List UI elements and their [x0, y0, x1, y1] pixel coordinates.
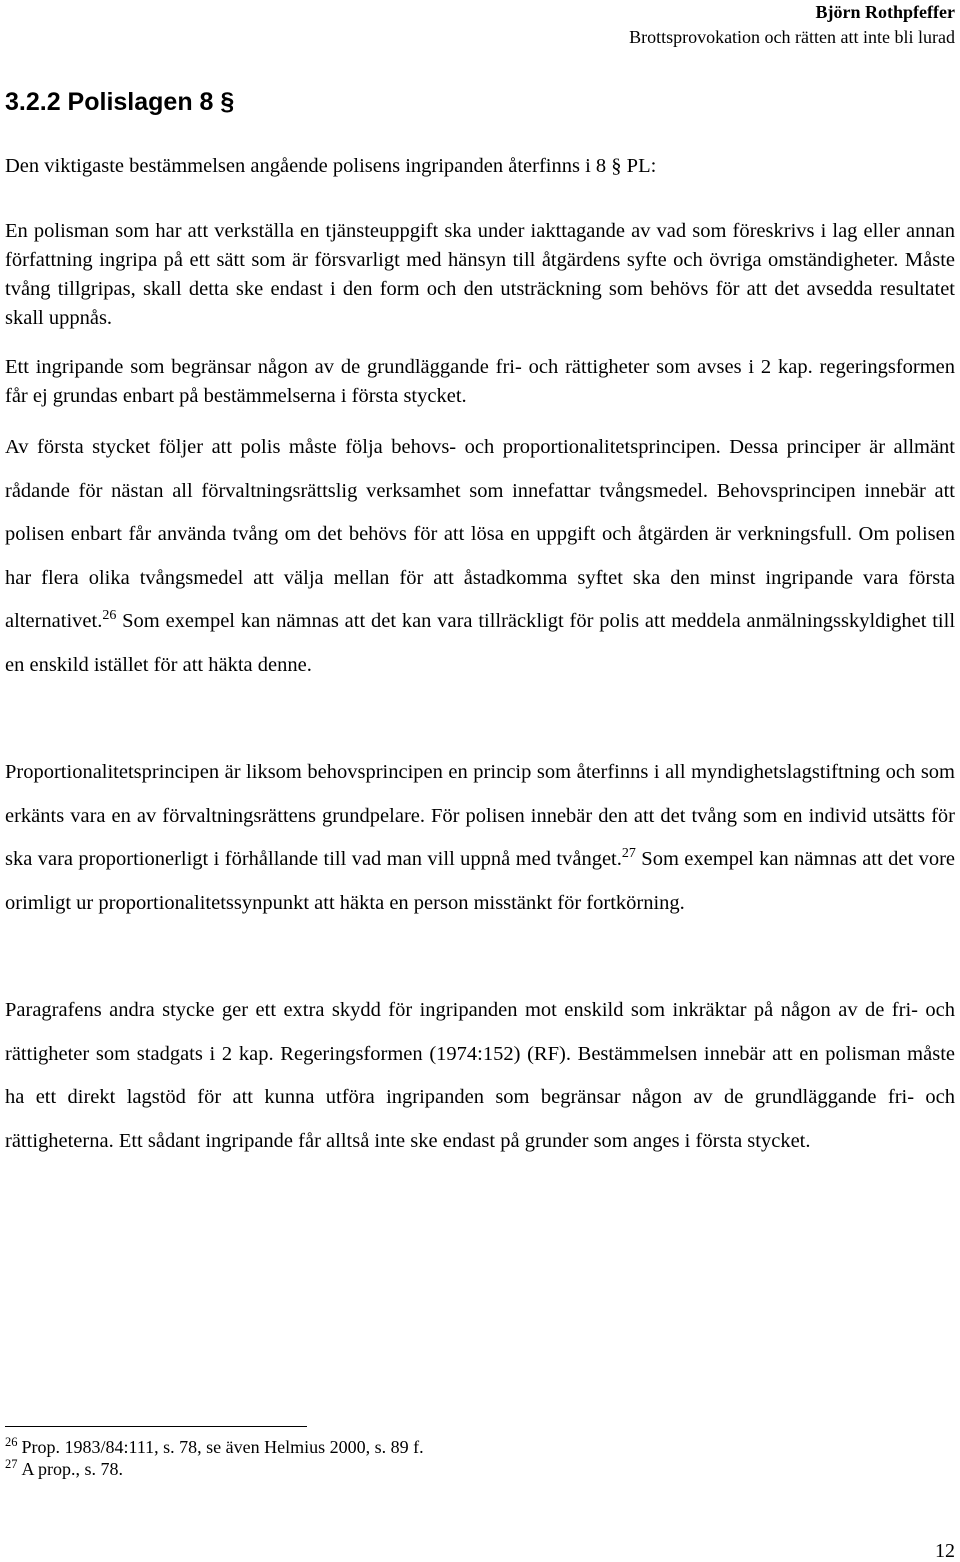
quote-paragraph-1: En polisman som har att verkställa en tjänsteuppgift ska under iakttagande av vad som föreskrivs i lag eller annan författning ingripa på ett sätt som är försvarligt med hänsyn till åtgärdens syfte och övriga omständigheter. Måste tvång tillgripas, skall detta ske endast i den form och den utsträckning som behövs för att det avsedda resultatet skall uppnås.: [5, 220, 955, 329]
running-header: [629, 0, 955, 48]
footnote-number: 26: [5, 1435, 18, 1449]
section-heading: 3.2.2 Polislagen 8 §: [5, 88, 235, 116]
footnotes: [5, 1436, 424, 1480]
footnote-26: [5, 1436, 424, 1458]
footnote-27: [5, 1458, 424, 1480]
intro-paragraph: Den viktigaste bestämmelsen angående polisens ingripanden återfinns i 8 § PL:: [5, 155, 657, 177]
footnote-text: Prop. 1983/84:111, s. 78, se även Helmius 2000, s. 89 f.: [21, 1437, 424, 1457]
body-paragraph-2-text: Proportionalitetsprincipen är liksom behovsprincipen en princip som återfinns i all myndighetslagstiftning och som erkänts vara en av förvaltningsrättens grundpelare. För polisen innebär den att det tvång som en individ utsätts för ska vara proportionerligt i förhållande till vad man vill uppnå med tvånget.: [5, 761, 955, 870]
body-paragraph-2-tail: Som exempel kan nämnas att det vore orimligt ur proportionalitetssynpunkt att häkta en person misstänkt för fortkörning.: [5, 848, 955, 914]
footnote-separator: [5, 1426, 307, 1427]
header-author: Björn Rothpfeffer: [815, 2, 955, 22]
footnote-ref-26[interactable]: 26: [102, 608, 117, 623]
footnote-number: 27: [5, 1457, 18, 1471]
body-paragraph-2: [5, 751, 955, 925]
page-number: 12: [935, 1540, 955, 1562]
body-paragraph-3: Paragrafens andra stycke ger ett extra skydd för ingripanden mot enskild som inkräktar på någon av de fri- och rättigheter som stadgats i 2 kap. Regeringsformen (1974:152) (RF). Bestämmelsen innebär att en polisman måste ha ett direkt lagstöd för att kunna utföra ingripanden som begränsar någon av de grundläggande fri- och rättigheterna. Ett sådant ingripande får alltså inte ske endast på grunder som anges i första stycket.: [5, 999, 955, 1152]
footnote-ref-27[interactable]: 27: [621, 846, 636, 861]
body-paragraph-1: [5, 426, 955, 687]
quote-paragraph-2: Ett ingripande som begränsar någon av de grundläggande fri- och rättigheter som avses i 2 kap. regeringsformen får ej grundas enbart på bestämmelserna i första stycket.: [5, 356, 955, 407]
footnote-text: A prop., s. 78.: [21, 1459, 124, 1479]
body-paragraph-1-tail: Som exempel kan nämnas att det kan vara tillräckligt för polis att meddela anmälningsskyldighet till en enskild istället för att häkta denne.: [5, 610, 956, 676]
body-paragraph-1-text: Av första stycket följer att polis måste följa behovs- och proportionalitetsprincipen. Dessa principer är allmänt rådande för nästan all förvaltningsrättslig verksamhet som innefattar tvångsmedel. Behovsprincipen innebär att polisen enbart får använda tvång om det behövs för att lösa en uppgift och åtgärden är verkningsfull. Om polisen har flera olika tvångsmedel att välja mellan för att åstadkomma syftet ska den minst ingripande vara första alternativet.: [5, 436, 955, 632]
header-subtitle: Brottsprovokation och rätten att inte bli lurad: [629, 27, 955, 47]
